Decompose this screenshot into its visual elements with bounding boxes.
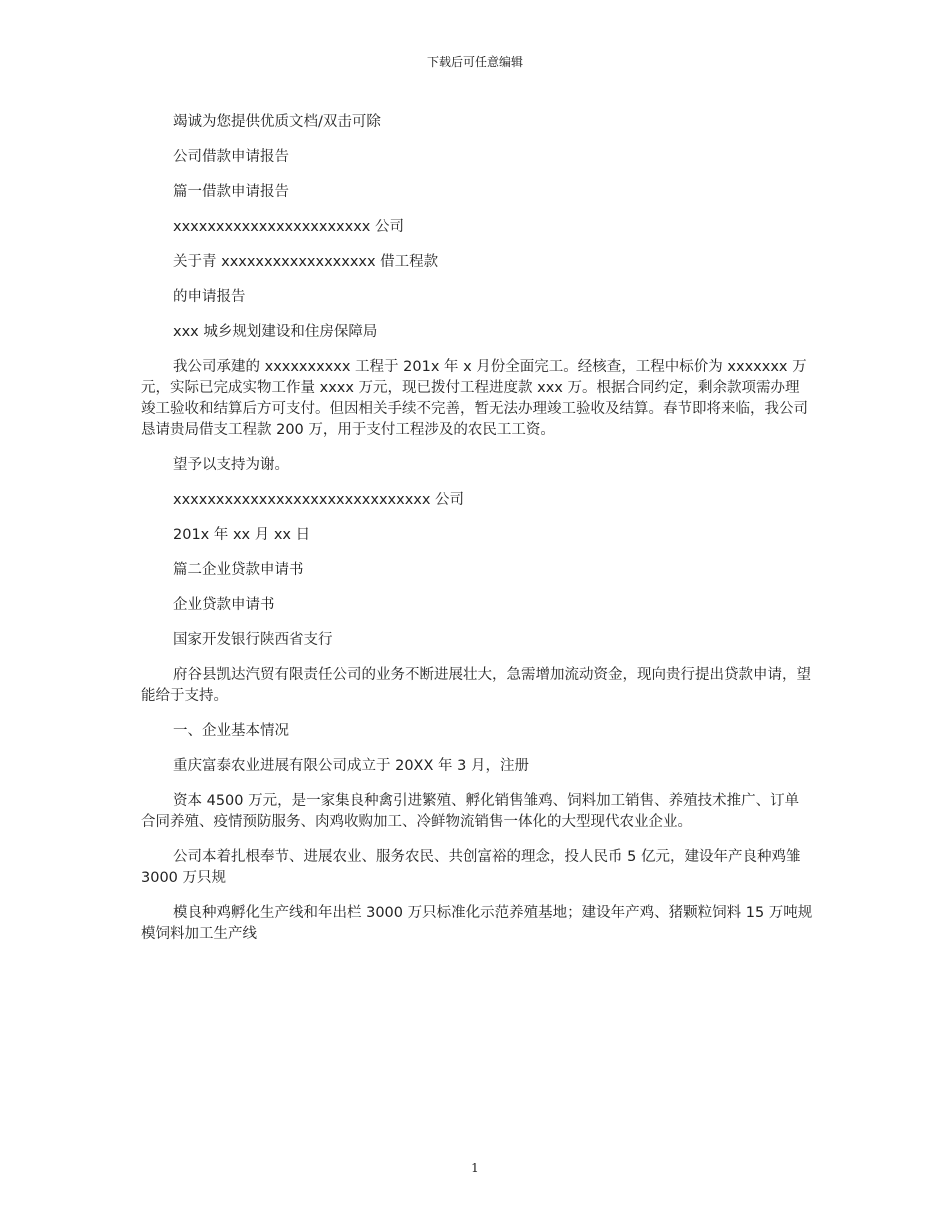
signature-date: 201x 年 xx 月 xx 日 <box>173 527 311 543</box>
paragraph: 模良种鸡孵化生产线和年出栏 3000 万只标准化示范养殖基地；建设年产鸡、猪颗粒饲料 15 万吨规模饲料加工生产线 <box>141 905 813 942</box>
paragraph: 的申请报告 <box>173 289 246 305</box>
paragraph: 关于青 xxxxxxxxxxxxxxxxxx 借工程款 <box>173 254 439 270</box>
subsection-heading: 一、企业基本情况 <box>173 723 289 739</box>
document-body <box>141 112 813 959</box>
recipient: xxx 城乡规划建设和住房保障局 <box>173 324 378 340</box>
page-number: 1 <box>471 1161 479 1175</box>
recipient: 国家开发银行陕西省支行 <box>173 632 333 648</box>
paragraph: 我公司承建的 xxxxxxxxxx 工程于 201x 年 x 月份全面完工。经核查，工程中标价为 xxxxxxx 万元，实际已完成实物工作量 xxxx 万元，现已拨付工程进度款 xxx 万。根据合同约定，剩余款项需办理竣工验收和结算后方可支付。但因相关手续不完善，暂无法办理竣工验收及结算。春节即将来临，我公司恳请贵局借支工程款 200 万，用于支付工程涉及的农民工工资。 <box>141 359 808 438</box>
page-header: 下载后可任意编辑 <box>426 55 523 69</box>
document-title: 公司借款申请报告 <box>173 149 289 165</box>
paragraph: 资本 4500 万元，是一家集良种禽引进繁殖、孵化销售雏鸡、饲料加工销售、养殖技术推广、订单合同养殖、疫情预防服务、肉鸡收购加工、冷鲜物流销售一体化的大型现代农业企业。 <box>141 793 800 830</box>
section-title: 篇二企业贷款申请书 <box>173 562 304 578</box>
paragraph: 重庆富泰农业进展有限公司成立于 20XX 年 3 月，注册 <box>173 758 529 774</box>
paragraph: xxxxxxxxxxxxxxxxxxxxxxx 公司 <box>173 219 404 235</box>
paragraph: 府谷县凯达汽贸有限责任公司的业务不断进展壮大，急需增加流动资金，现向贵行提出贷款申请，望能给于支持。 <box>141 667 811 704</box>
document-title: 企业贷款申请书 <box>173 597 275 613</box>
paragraph: 公司本着扎根奉节、进展农业、服务农民、共创富裕的理念，投人民币 5 亿元，建设年产良种鸡雏 3000 万只规 <box>141 849 801 886</box>
signature-company: xxxxxxxxxxxxxxxxxxxxxxxxxxxxxx 公司 <box>173 492 465 508</box>
section-title: 篇一借款申请报告 <box>173 184 289 200</box>
paragraph: 竭诚为您提供优质文档/双击可除 <box>173 114 381 130</box>
paragraph: 望予以支持为谢。 <box>173 457 289 473</box>
